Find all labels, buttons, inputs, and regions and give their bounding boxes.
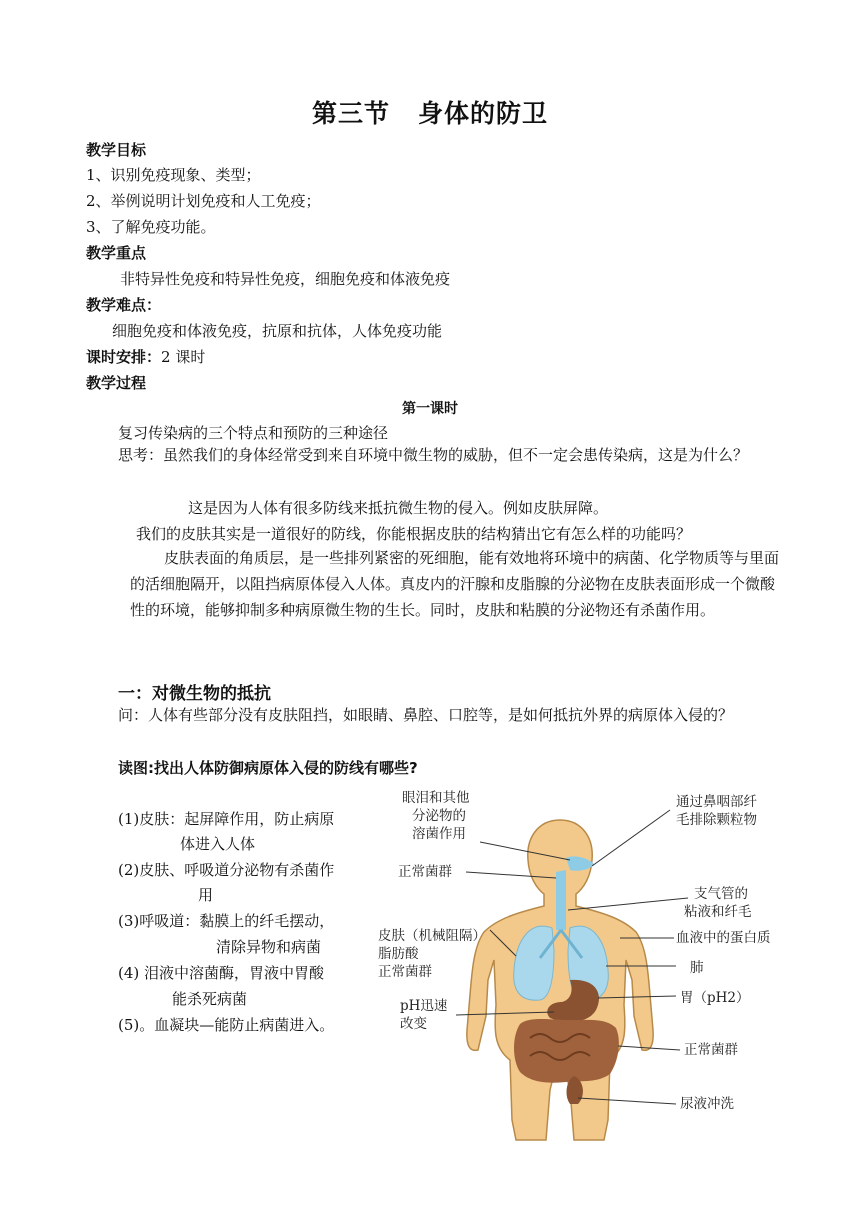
label-bronchi-2: 粘液和纤毛 (684, 904, 752, 920)
schedule-heading: 课时安排： (86, 348, 162, 366)
key-points-heading: 教学重点 (86, 244, 147, 262)
section1-question: 问：人体有些部分没有皮肤阻挡，如眼睛、鼻腔、口腔等，是如何抵抗外界的病原体入侵的？ (118, 706, 734, 724)
objectives-heading: 教学目标 (86, 141, 147, 159)
lesson-title: 第一课时 (402, 401, 458, 417)
label-skin-3: 正常菌群 (378, 964, 432, 980)
section1-heading: 一：对微生物的抵抗 (118, 684, 271, 704)
schedule-value: 2 课时 (161, 348, 206, 366)
trachea (556, 870, 566, 930)
label-ph-2: 改变 (400, 1016, 427, 1032)
label-skin-1: 皮肤（机械阻隔） (378, 928, 486, 944)
difficulties-heading: 教学难点： (86, 296, 162, 314)
label-stomach: 胃（pH2） (680, 990, 750, 1006)
label-tears-1: 眼泪和其他 (402, 790, 470, 806)
difficulties-text: 细胞免疫和体液免疫，抗原和抗体，人体免疫功能 (112, 322, 443, 340)
process-heading: 教学过程 (86, 374, 147, 392)
defense-item-2-line1: (2)皮肤、呼吸道分泌物有杀菌作 (118, 861, 335, 879)
defense-item-4-line2: 能杀死病菌 (172, 990, 248, 1008)
read-figure-prompt: 读图:找出人体防御病原体入侵的防线有哪些? (118, 759, 418, 777)
defense-item-4-line1: (4) 泪液中溶菌酶，胃液中胃酸 (118, 964, 325, 982)
key-points-text: 非特异性免疫和特异性免疫，细胞免疫和体液免疫 (120, 270, 451, 288)
skin-question: 我们的皮肤其实是一道很好的防线，你能根据皮肤的结构猜出它有怎么样的功能吗？ (136, 525, 692, 543)
label-blood: 血液中的蛋白质 (676, 930, 771, 946)
label-tears-2: 分泌物的 (412, 808, 466, 824)
objective-item-1: 1、识别免疫现象、类型； (86, 166, 261, 184)
title-part1: 第三节 (311, 99, 390, 128)
label-ph-1: pH迅速 (400, 998, 448, 1014)
defense-item-2-line2: 用 (198, 886, 214, 904)
body-silhouette (467, 820, 653, 1140)
answer-text: 这是因为人体有很多防线来抵抗微生物的侵入。例如皮肤屏障。 (188, 499, 609, 517)
page-title (0, 94, 860, 130)
label-nasal-1: 通过鼻咽部纤 (676, 794, 757, 810)
objective-item-2: 2、举例说明计划免疫和人工免疫； (86, 192, 321, 210)
label-bronchi-1: 支气管的 (694, 886, 748, 902)
label-urine: 尿液冲洗 (680, 1096, 734, 1112)
defense-item-3-line1: (3)呼吸道：黏膜上的纤毛摆动， (118, 912, 335, 930)
title-part2: 身体的防卫 (418, 99, 549, 128)
label-tears-3: 溶菌作用 (412, 826, 466, 842)
immune-defense-figure (370, 780, 790, 1150)
defense-item-5: (5)。血凝块—能防止病菌进入。 (118, 1016, 335, 1034)
label-skin-2: 脂肪酸 (378, 946, 419, 962)
label-nasal-2: 毛排除颗粒物 (676, 812, 757, 828)
label-lung: 肺 (690, 960, 704, 976)
defense-item-1-line1: (1)皮肤：起屏障作用，防止病原 (118, 810, 335, 828)
intestines (514, 1019, 619, 1083)
label-normal-flora-bottom: 正常菌群 (684, 1042, 738, 1058)
defense-item-1-line2: 体进入人体 (180, 835, 256, 853)
review-text: 复习传染病的三个特点和预防的三种途径 (118, 424, 389, 442)
defense-item-3-line2: 清除异物和病菌 (216, 938, 322, 956)
label-normal-flora-top: 正常菌群 (398, 864, 452, 880)
objective-item-3: 3、了解免疫功能。 (86, 218, 216, 236)
skin-paragraph: 皮肤表面的角质层，是一些排列紧密的死细胞，能有效地将环境中的病菌、化学物质等与里面的活细胞隔开，以阻挡病原体侵入人体。真皮内的汗腺和皮脂腺的分泌物在皮肤表面形成一个微酸性的环境，能够抑制多种病原微生物的生长。同时，皮肤和粘膜的分泌物还有杀菌作用。 (130, 549, 780, 619)
schedule-line (86, 346, 205, 367)
think-text: 思考：虽然我们的身体经常受到来自环境中微生物的威胁，但不一定会患传染病，这是为什么？ (118, 446, 749, 464)
